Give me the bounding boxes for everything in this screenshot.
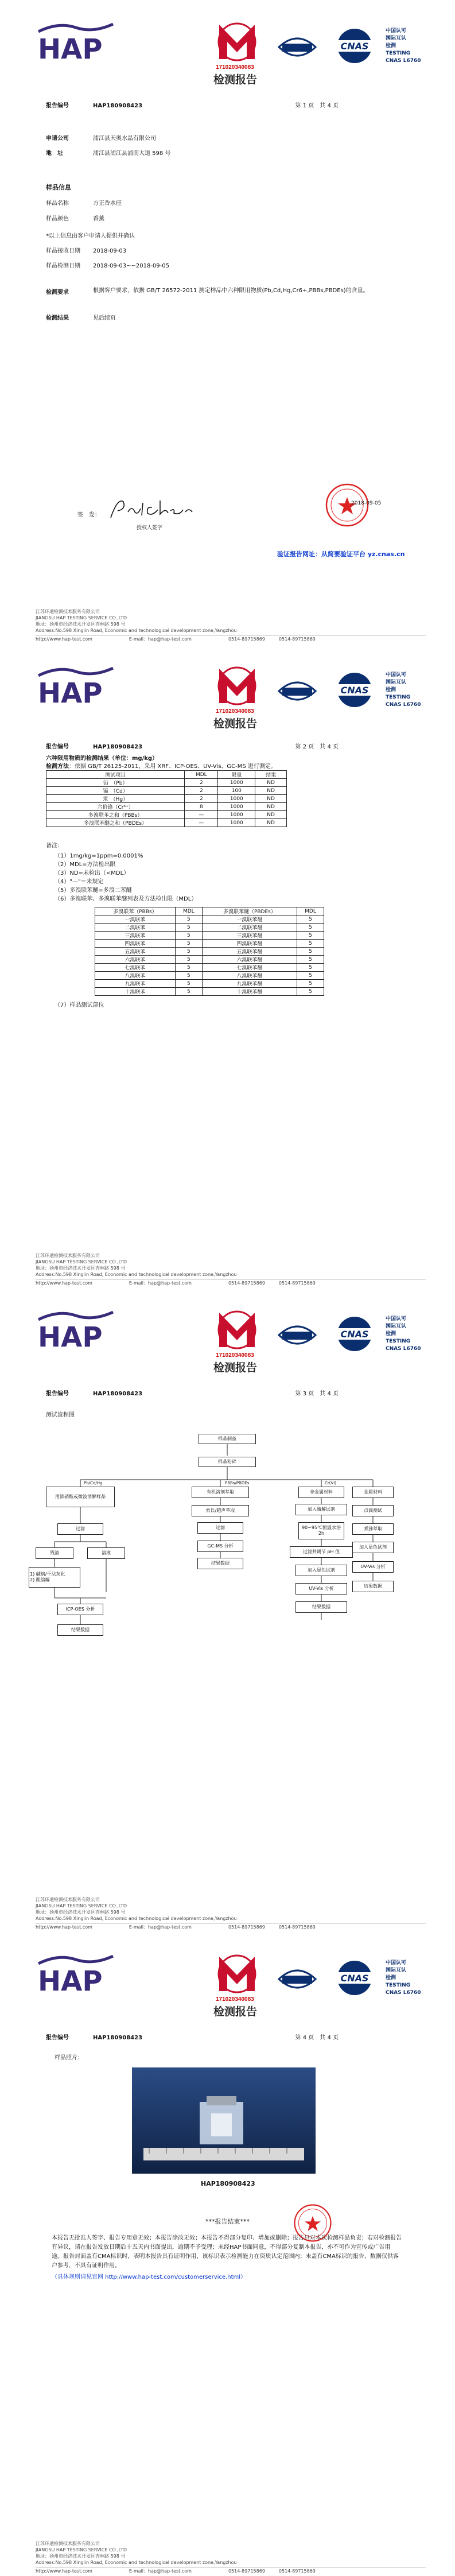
ilac-mra-icon (274, 674, 320, 708)
flow-box-metal: 金属材料 (352, 1487, 394, 1498)
stamp-date: 2018-09-05 (351, 501, 382, 506)
table-row: 八溴联苯 5 八溴联苯醚 5 (95, 972, 324, 980)
flow-box-report2: 结果数据 (57, 1624, 103, 1636)
flow-box-icp: ICP-OES 分析 (57, 1604, 103, 1615)
ma-seal-icon (215, 663, 259, 708)
pbb-table (95, 907, 324, 996)
report-page-2 (0, 644, 455, 1288)
table-header-row: 多溴联苯（PBBs） MDL 多溴联苯醚（PBDEs） MDL (95, 907, 324, 915)
table-row: 多溴联苯之和（PBBs） — 1000 ND (46, 811, 287, 819)
flow-box-color: 加入显色试剂 (295, 1565, 347, 1576)
report-title: 检测报告 (213, 73, 258, 86)
flow-box-prep: 样品制备 (199, 1434, 256, 1444)
cnas-icon (327, 672, 382, 708)
ilac-mra-icon (274, 1962, 320, 1996)
logo-text: HAP (38, 1965, 103, 1995)
cnas-text: 中国认可 国际互认 检测 TESTING CNAS L6760 (386, 1316, 421, 1352)
svg-text:CNAS: CNAS (340, 41, 369, 52)
page-footer: 江苏环通检测技术服务有限公司 JIANGSU HAP TESTING SERVICE CO.,LTD 地址：扬州市经济技术开发区杏林路 598 号 Address:No.598 Xinglin Road, Economic and technological development zone,Yangzhou http://www.hap-test.com E-mail：hap@hap-test.com 0514-89715869 0514-89715869 (36, 1252, 426, 1286)
notes-title: 备注： (46, 843, 63, 849)
flow-box-uvvis1: UV-Vis 分析 (295, 1583, 347, 1595)
statement: 本报告无批准人签字、报告专用章无效；本报告涂改无效；本报告不得部分复印、增加或删除；报告只对本次检测样品负责；若对检测报告有异议，请在报告发放日期后十五天内书面提出，逾期不予受理；未经HAP书面同意，不得部分复制本报告，亦不可作为宣传或广告用途。报告封面盖有CMA标识时，表明本报告具有证明作用，该标识表示检测能力在资质认定范围内；未盖有CMA标识的报告，数据仅供客户参考，不具有证明作用。 (52, 2235, 402, 2269)
results-table (46, 770, 287, 827)
flow-box-report4: 结果数据 (352, 1581, 394, 1592)
flow-label-pb: Pb/Cd/Hg (84, 1481, 103, 1485)
receive-date-row: 样品接收日期 2018-09-03 (46, 248, 127, 254)
logo-text: HAP (38, 677, 103, 707)
requirement-row: 检测要求 根据客户要求，依据 GB/T 26572-2011 测定样品中六种限用物质(Pb,Cd,Hg,Cr6+,PBBs,PBDEs)的含量。 (46, 288, 369, 296)
sample-color-row: 样品颜色 香薰 (46, 216, 104, 222)
report-header (0, 644, 455, 730)
address-row: 地 址 浦江县浦江县浦南大道 598 号 (46, 150, 171, 157)
page-footer: 江苏环通检测技术服务有限公司 JIANGSU HAP TESTING SERVICE CO.,LTD 地址：扬州市经济技术开发区杏林路 598 号 Address:No.598 Xinglin Road, Economic and technological development zone,Yangzhou http://www.hap-test.com E-mail：hap@hap-test.com 0514-89715869 0514-89715869 (36, 608, 426, 642)
flow-box-nonmetal: 非金属材料 (298, 1487, 344, 1498)
sample-photo (132, 2067, 316, 2174)
table-row: 镉 （Cd） 2 100 ND (46, 787, 287, 795)
flow-box-report1: 结果数据 (197, 1558, 243, 1569)
sample-info-heading: 样品信息 (46, 184, 71, 191)
table-row: 七溴联苯 5 七溴联苯醚 5 (95, 964, 324, 972)
flow-box-digest: 用浓硝酸或微波消解样品 (46, 1487, 115, 1507)
page-footer: 江苏环通检测技术服务有限公司 JIANGSU HAP TESTING SERVICE CO.,LTD 地址：扬州市经济技术开发区杏林路 598 号 Address:No.598 Xinglin Road, Economic and technological development zone,Yangzhou http://www.hap-test.com E-mail：hap@hap-test.com 0514-89715869 0514-89715869 (36, 1896, 426, 1930)
table-row: 四溴联苯 5 四溴联苯醚 5 (95, 940, 324, 948)
flow-box-filter3: 过滤并调节 pH 值 (290, 1546, 353, 1558)
test-period-row: 样品检测日期 2018-09-03~~2018-09-05 (46, 263, 169, 269)
cnas-icon (327, 1960, 382, 1996)
cnas-text: 中国认可 国际互认 检测 TESTING CNAS L6760 (386, 28, 421, 64)
report-number-row: 报告编号 HAP180908423 第 4 页 共 4 页 (46, 2035, 339, 2041)
flow-label-pbb: PBBs/PBDEs (225, 1481, 250, 1485)
flow-box-gcms: GC-MS 分析 (197, 1541, 243, 1552)
flow-box-spot: 点滴测试 (352, 1505, 394, 1516)
logo-text: HAP (38, 33, 103, 63)
verify-link[interactable]: 验证报告网址：从简要验证平台 yz.cnas.cn (277, 550, 405, 558)
flow-box-cpos: 加入酶解试剂 (295, 1504, 347, 1515)
svg-text:CNAS: CNAS (340, 685, 369, 696)
notes-list: （1）1mg/kg=1ppm=0.0001% （2）MDL=方法检出限 （3）ND=未检出（<MDL） （4）"—"＝未规定 （5）多溴联苯醚=多溴二苯醚 （6）多溴联苯、多溴联苯醚列表及方法检出限（MDL） (55, 853, 197, 902)
table-row: 二溴联苯 5 二溴联苯醚 5 (95, 924, 324, 932)
table-row: 六价铬（Cr⁶⁺） 8 1000 ND (46, 803, 287, 811)
hap-logo (36, 1955, 116, 1995)
results-heading: 六种限用物质的检测结果（单位：mg/kg） (46, 755, 158, 762)
report-title: 检测报告 (213, 1361, 258, 1374)
flow-box-color2: 加入显色试剂 (352, 1542, 394, 1553)
ma-number: 171020340083 (216, 1352, 254, 1359)
ma-number: 171020340083 (216, 708, 254, 715)
ilac-mra-icon (274, 30, 320, 64)
flow-box-uvvis2: UV-Vis 分析 (352, 1561, 394, 1573)
report-title: 检测报告 (213, 717, 258, 730)
photo-caption: HAP180908423 (201, 2180, 255, 2187)
report-header (0, 1932, 455, 2018)
table-header-row: 测试项目 MDL 限量 结果 (46, 771, 287, 779)
flow-box-solution: 溶液 (87, 1547, 125, 1559)
table-row: 九溴联苯 5 九溴联苯醚 5 (95, 980, 324, 988)
flow-box-boil: 煮沸萃取 (352, 1523, 394, 1535)
cnas-text: 中国认可 国际互认 检测 TESTING CNAS L6760 (386, 1960, 421, 1996)
table-row: 六溴联苯 5 六溴联苯醚 5 (95, 956, 324, 964)
report-title: 检测报告 (213, 2005, 258, 2018)
flow-box-heat: 90~95℃恒温水浴 2h (298, 1522, 344, 1539)
method-row: 检测方法：依据 GB/T 26125-2011，采用 XRF、ICP-OES、UV-Vis、GC-MS 进行测定。 (46, 763, 277, 770)
table-row: 五溴联苯 5 五溴联苯醚 5 (95, 948, 324, 956)
applicant-row: 申请公司 浦江县天奥水晶有限公司 (46, 135, 156, 142)
report-page-1 (0, 0, 455, 644)
report-number-row: 报告编号 HAP180908423 第 3 页 共 4 页 (46, 1391, 339, 1397)
signature-image (106, 495, 198, 523)
client-note: *以上信息由客户申请人提供并确认 (46, 233, 135, 239)
table-row: 铅 （Pb） 2 1000 ND (46, 779, 287, 787)
flow-box-extract: 有机溶剂萃取 (192, 1487, 249, 1498)
flowchart-title: 测试流程图 (46, 1412, 75, 1418)
flow-box-filter1: 过滤 (57, 1523, 103, 1535)
table-row: 多溴联苯醚之和（PBDEs） — 1000 ND (46, 819, 287, 827)
table-row: 汞 （Hg） 2 1000 ND (46, 795, 287, 803)
table-row: 一溴联苯 5 一溴联苯醚 5 (95, 915, 324, 924)
report-page-4 (0, 1932, 455, 2576)
flow-box-soxhlet: 索氏/超声萃取 (192, 1505, 249, 1516)
flow-box-treat: 1) 碱熔/干法灰化 2) 酸溶解 (29, 1567, 80, 1588)
hap-logo (36, 667, 116, 707)
table-row: 十溴联苯 5 十溴联苯醚 5 (95, 988, 324, 996)
flow-box-filter2: 过滤 (197, 1522, 243, 1534)
cnas-text: 中国认可 国际互认 检测 TESTING CNAS L6760 (386, 672, 421, 708)
signer-title: 授权人签字 (137, 525, 163, 531)
logo-text: HAP (38, 1321, 103, 1351)
sign-label: 签 发： (77, 512, 100, 518)
cnas-icon (327, 28, 382, 64)
page-footer: 江苏环通检测技术服务有限公司 JIANGSU HAP TESTING SERVICE CO.,LTD 地址：扬州市经济技术开发区杏林路 598 号 Address:No.598 Xinglin Road, Economic and technological development zone,Yangzhou http://www.hap-test.com E-mail：hap@hap-test.com 0514-89715869 0514-89715869 (36, 2540, 426, 2574)
flow-box-report3: 结果数据 (295, 1601, 347, 1613)
report-number-row: 报告编号 HAP180908423 第 2 页 共 4 页 (46, 744, 339, 750)
svg-text:CNAS: CNAS (340, 1329, 369, 1340)
sample-name-row: 样品名称 方正香水座 (46, 200, 122, 207)
report-number-row: 报告编号 HAP180908423 第 1 页 共 4 页 (46, 103, 339, 109)
ma-seal-icon (215, 19, 259, 64)
rules-link[interactable]: （具体规则请见官网 http://www.hap-test.com/customerservice.html） (52, 2274, 247, 2280)
ma-number: 171020340083 (216, 64, 254, 71)
flow-box-residue: 残渣 (36, 1547, 73, 1559)
result-row: 检测结果 见后续页 (46, 315, 116, 321)
photo-title: 样品照片： (55, 2055, 83, 2061)
report-header (0, 0, 455, 86)
table-row: 三溴联苯 5 三溴联苯醚 5 (95, 932, 324, 940)
flow-box-split: 样品粉碎 (199, 1457, 256, 1467)
ma-number: 171020340083 (216, 1996, 254, 2003)
end-mark: ***报告结束*** (205, 2218, 250, 2225)
ma-seal-icon (215, 1951, 259, 1996)
svg-text:CNAS: CNAS (340, 1973, 369, 1984)
report-page-3 (0, 1288, 455, 1932)
hap-logo (36, 23, 116, 63)
flow-label-cr: Cr(VI) (325, 1481, 337, 1485)
note-7: （7）样品测试部位 (55, 1002, 104, 1008)
